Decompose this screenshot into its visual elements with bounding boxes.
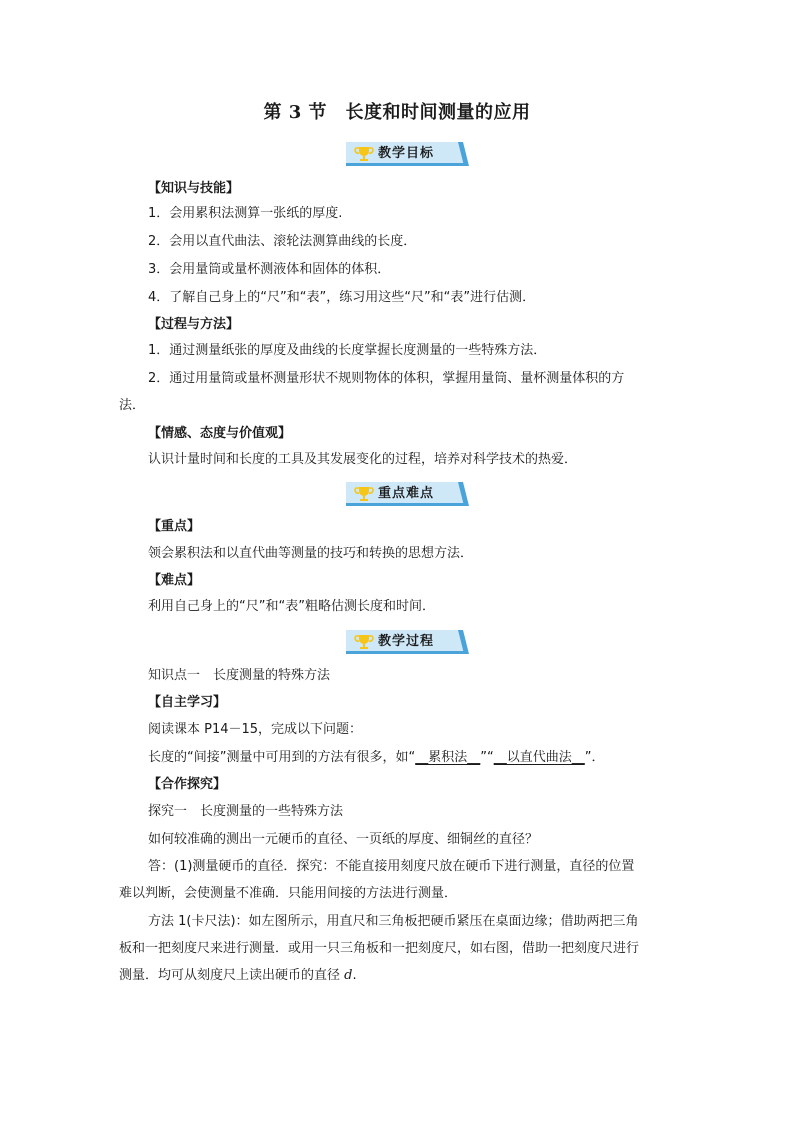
diameter-variable: d [344, 968, 353, 983]
emotion-item-1: 认识计量时间和长度的工具及其发展变化的过程，培养对科学技术的热爱． [148, 452, 578, 467]
knowledge-item-3: 3．会用量筒或量杯测液体和固体的体积． [148, 262, 391, 277]
method-line-1: 方法 1(卡尺法)：如左图所示，用直尺和三角板把硬币紧压在桌面边缘；借助两把三角 [148, 914, 639, 929]
process-item-1: 1．通过测量纸张的厚度及曲线的长度掌握长度测量的一些特殊方法． [148, 343, 547, 358]
knowledge-item-2: 2．会用以直代曲法、滚轮法测算曲线的长度． [148, 234, 417, 249]
difficulty-heading: 【难点】 [148, 573, 201, 588]
trophy-icon [352, 630, 376, 654]
process-item-2a: 2．通过用量筒或量杯测量形状不规则物体的体积，掌握用量筒、量杯测量体积的方 [148, 371, 625, 386]
section-label-process: 教学过程 [378, 634, 435, 649]
fill-prefix: 长度的“间接”测量中可用到的方法有很多，如“ [148, 750, 416, 765]
page-title [0, 98, 794, 124]
section-label-key-points: 重点难点 [378, 486, 435, 501]
section-header-objectives [346, 142, 470, 166]
method-line-3-text: 测量．均可从刻度尺上读出硬币的直径 [119, 968, 345, 983]
knowledge-heading: 【知识与技能】 [148, 181, 240, 196]
reading-instruction: 阅读课本 P14－15，完成以下问题： [148, 722, 363, 737]
fill-in-question [148, 749, 604, 767]
process-method-heading: 【过程与方法】 [148, 317, 240, 332]
self-study-heading: 【自主学习】 [148, 695, 227, 710]
emotion-heading: 【情感、态度与价值观】 [148, 426, 292, 441]
section-header-key-points [346, 482, 470, 506]
method-line-3 [119, 967, 357, 985]
method-line-2: 板和一把刻度尺来进行测量．或用一只三角板和一把刻度尺，如右图，借助一把刻度尺进行 [119, 941, 640, 956]
answer-blank-1: __累积法__ [415, 750, 481, 765]
title-text: 节 长度和时间测量的应用 [308, 102, 531, 123]
title-prefix: 第 [263, 102, 282, 123]
trophy-icon [352, 142, 376, 166]
key-heading: 【重点】 [148, 519, 201, 534]
question-text: 如何较准确的测出一元硬币的直径、一页纸的厚度、细铜丝的直径？ [148, 832, 539, 847]
cooperation-heading: 【合作探究】 [148, 777, 227, 792]
trophy-icon [352, 482, 376, 506]
key-text: 领会累积法和以直代曲等测量的技巧和转换的思想方法． [148, 546, 474, 561]
knowledge-item-4: 4．了解自己身上的“尺”和“表”，练习用这些“尺”和“表”进行估测． [148, 290, 536, 305]
fill-middle: ”“ [480, 750, 494, 765]
answer-line-2: 难以判断，会使测量不准确．只能用间接的方法进行测量． [119, 886, 458, 901]
title-number: 3 [288, 102, 302, 123]
method-line-3-end: . [352, 968, 357, 983]
process-item-2b: 法． [119, 398, 146, 413]
difficulty-text: 利用自己身上的“尺”和“表”粗略估测长度和时间． [148, 599, 435, 614]
fill-suffix: ”． [584, 750, 605, 765]
answer-line-1: 答：(1)测量硬币的直径．探究：不能直接用刻度尺放在硬币下进行测量，直径的位置 [148, 859, 635, 874]
knowledge-item-1: 1．会用累积法测算一张纸的厚度. [148, 206, 343, 221]
knowledge-point-1: 知识点一 长度测量的特殊方法 [148, 668, 331, 683]
answer-blank-2: __以直代曲法__ [493, 750, 585, 765]
exploration-1: 探究一 长度测量的一些特殊方法 [148, 804, 344, 819]
section-label-objectives: 教学目标 [378, 146, 435, 161]
section-header-process [346, 630, 470, 654]
